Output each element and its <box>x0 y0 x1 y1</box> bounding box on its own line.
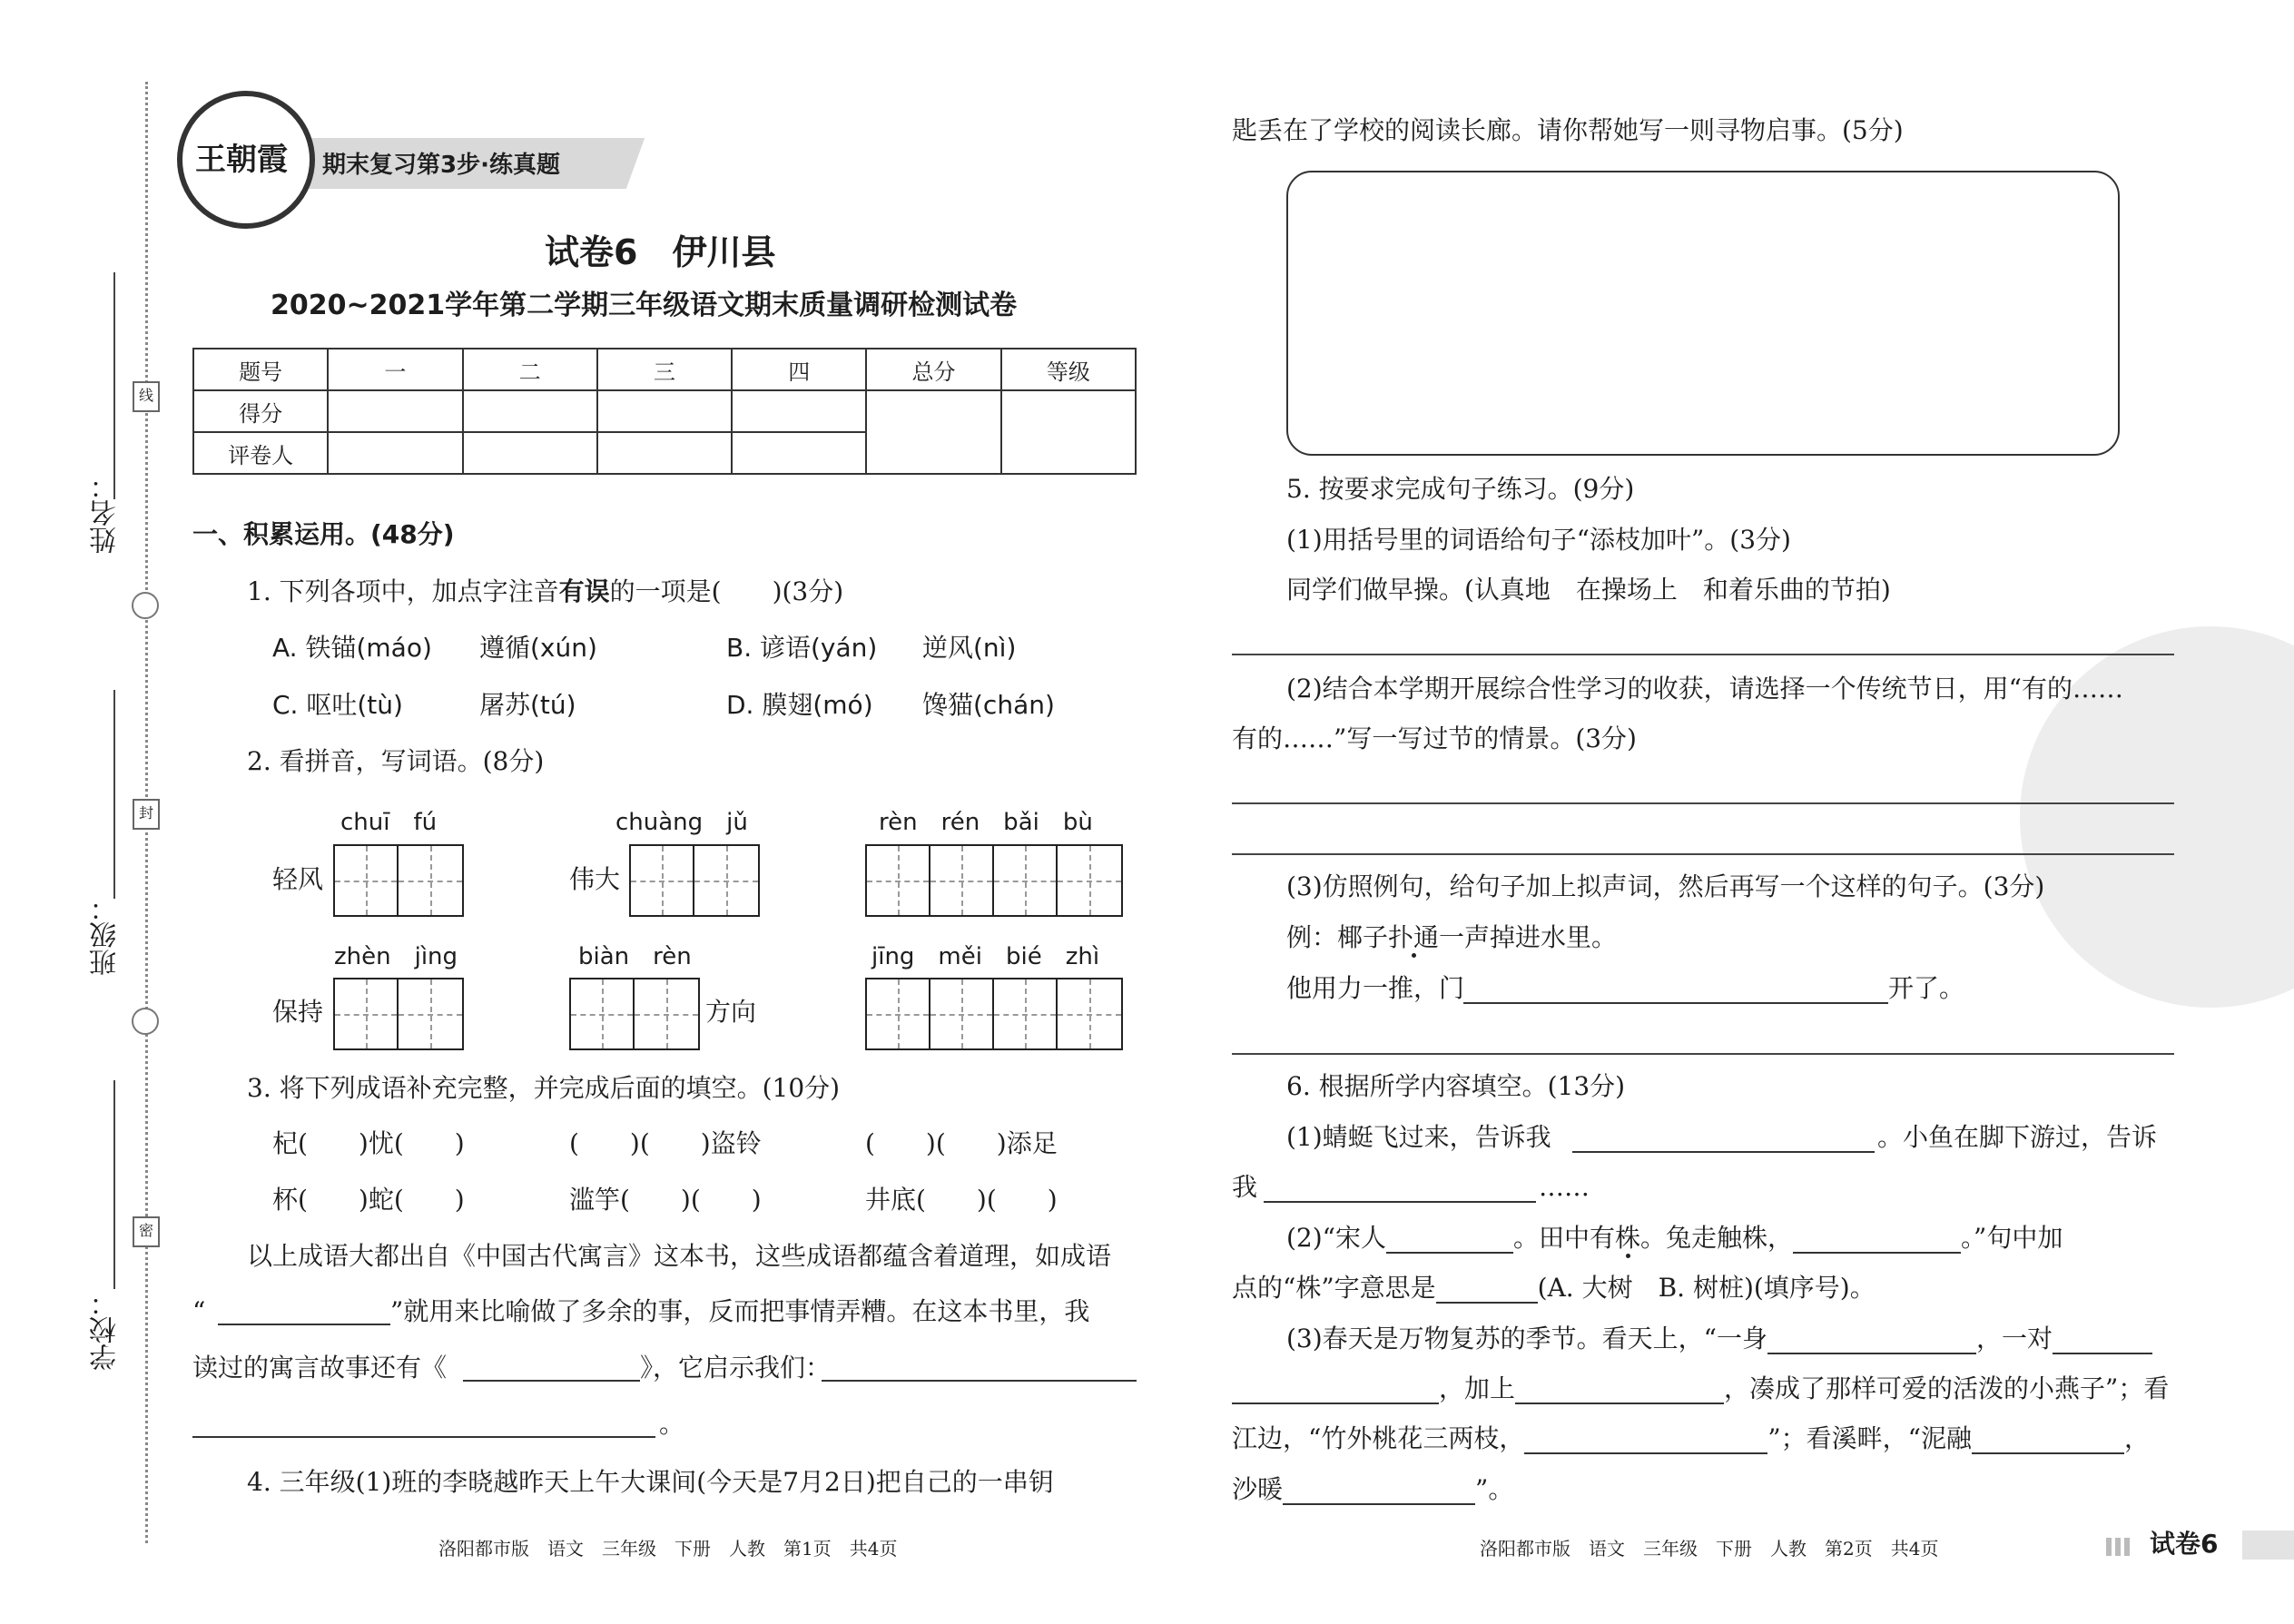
answer-line[interactable] <box>1436 1278 1538 1304</box>
q1-option: 遵循(xún) <box>479 633 597 663</box>
answer-line[interactable] <box>1283 1480 1475 1505</box>
pinyin-label: jīng měi bié zhì <box>871 943 1100 970</box>
score-header-cell: 等级 <box>1001 349 1136 390</box>
q1-option[interactable]: C. 呕吐(tù) <box>272 690 403 720</box>
answer-line[interactable] <box>1972 1429 2124 1454</box>
seal-mark-1: 线 <box>133 381 160 412</box>
q5-fill-b: 开了。 <box>1888 973 1965 1003</box>
score-input-cell[interactable] <box>463 390 597 432</box>
name-label: 姓名： <box>90 472 122 554</box>
answer-line[interactable] <box>1524 1429 1767 1454</box>
pinyin-label: rèn rén bǎi bù <box>879 809 1093 836</box>
q6-text: ，加上 <box>1439 1373 1516 1403</box>
answer-line[interactable] <box>1793 1228 1961 1254</box>
idiom-blank[interactable]: 井底( )( ) <box>865 1185 1058 1215</box>
school-label: 学校： <box>90 1289 122 1371</box>
school-line <box>113 1080 115 1289</box>
grader-input-cell[interactable] <box>597 432 732 474</box>
q1-option: 逆风(nì) <box>922 633 1017 663</box>
page-subtitle: 2020~2021学年第二学期三年级语文期末质量调研检测试卷 <box>271 290 1018 321</box>
q3-prompt: 3. 将下列成语补充完整，并完成后面的填空。(10分) <box>247 1073 841 1103</box>
q6-text: (A. 大树 B. 树桩)(填序号)。 <box>1537 1273 1876 1303</box>
q6-text: (3)春天是万物复苏的季节。看天上，“一身 <box>1286 1324 1767 1353</box>
q6-text: ， <box>2123 1423 2150 1453</box>
q4-prompt-cont: 匙丢在了学校的阅读长廊。请你帮她写一则寻物启事。(5分) <box>1232 115 1904 145</box>
q6-text: …… <box>1539 1172 1590 1202</box>
q6-text: ，凑成了那样可爱的活泼的小燕子”；看 <box>1724 1373 2170 1403</box>
q6-line5 <box>1286 1324 2152 1354</box>
q6-dotted-char: 株 <box>1615 1223 1641 1253</box>
score-input-cell[interactable] <box>732 390 866 432</box>
q3-paragraph: 》，它启示我们： <box>640 1353 832 1383</box>
score-header-cell: 四 <box>732 349 866 390</box>
grader-input-cell[interactable] <box>732 432 866 474</box>
q6-text: ，一对 <box>1975 1324 2053 1353</box>
writing-grid[interactable] <box>865 978 1123 1050</box>
q3-quote-open: “ <box>192 1296 206 1326</box>
q6-line8 <box>1232 1474 1513 1505</box>
q5-sentence: 同学们做早操。(认真地 在操场上 和着乐曲的节拍) <box>1286 575 1891 605</box>
word-prefix: 轻风 <box>272 864 324 894</box>
footer-right: 洛阳都市版 语文 三年级 下册 人教 第2页 共4页 <box>1480 1538 1939 1560</box>
q1-option[interactable]: B. 谚语(yán) <box>726 633 878 663</box>
seal-mark-3: 密 <box>133 1216 160 1247</box>
grader-input-cell[interactable] <box>463 432 597 474</box>
q6-text: ”；看溪畔，“泥融 <box>1767 1423 1972 1453</box>
score-row-label: 得分 <box>193 390 328 432</box>
footer-dashes <box>2106 1538 2132 1556</box>
q5-prompt: 5. 按要求完成句子练习。(9分) <box>1286 474 1635 504</box>
footer-tab-bar <box>2242 1530 2294 1560</box>
q5-sub: (2)结合本学期开展综合性学习的收获，请选择一个传统节日，用“有的…… <box>1286 674 2123 704</box>
q6-text: (1)蜻蜓飞过来，告诉我 <box>1286 1122 1551 1152</box>
answer-line[interactable] <box>822 1380 1137 1382</box>
pinyin-label: biàn rèn <box>578 943 692 970</box>
score-header-cell: 题号 <box>193 349 328 390</box>
q2-prompt: 2. 看拼音，写词语。(8分) <box>247 746 545 776</box>
name-line <box>113 272 115 499</box>
q6-line3 <box>1286 1223 2063 1254</box>
idiom-blank[interactable]: 杞( )忧( ) <box>272 1128 465 1158</box>
q6-prompt: 6. 根据所学内容填空。(13分) <box>1286 1071 1626 1101</box>
q5-sub: (1)用括号里的词语给句子“添枝加叶”。(3分) <box>1286 525 1791 555</box>
answer-line[interactable] <box>1232 1379 1439 1404</box>
q6-text: 沙暖 <box>1232 1474 1284 1504</box>
answer-line[interactable] <box>1767 1329 1976 1354</box>
class-line <box>113 690 115 899</box>
q5-sub: (3)仿照例句，给句子加上拟声词，然后再写一个这样的句子。(3分) <box>1286 871 2045 901</box>
grade-cell[interactable] <box>1001 390 1136 474</box>
q6-text: 。兔走触株， <box>1640 1223 1794 1253</box>
pinyin-label: zhèn jìng <box>334 943 458 970</box>
q3-paragraph: ”就用来比喻做了多余的事，反而把事情弄糟。在这本书里，我 <box>390 1296 1090 1326</box>
idiom-blank[interactable]: 滥竽( )( ) <box>569 1185 762 1215</box>
example-text: 一声 <box>1439 922 1491 952</box>
q3-paragraph: 读过的寓言故事还有《 <box>192 1353 448 1383</box>
writing-grid[interactable] <box>333 978 464 1050</box>
q1-text-c: 的一项是( )(3分) <box>609 576 844 606</box>
q1-option: 馋猫(chán) <box>922 690 1055 720</box>
q1-text-a: 1. 下列各项中，加点字注音 <box>247 576 559 606</box>
q1-prompt <box>247 576 843 607</box>
word-suffix: 方向 <box>705 997 757 1027</box>
q3-paragraph: 以上成语大都出自《中国古代寓言》这本书，这些成语都蕴含着道理，如成语 <box>247 1241 1112 1271</box>
footer-left: 洛阳都市版 语文 三年级 下册 人教 第1页 共4页 <box>438 1538 898 1560</box>
q1-option: 屠苏(tú) <box>479 690 576 720</box>
q6-text: 。小鱼在脚下游过，告诉 <box>1877 1122 2158 1152</box>
answer-line[interactable] <box>218 1324 390 1325</box>
q5-sub: 有的……”写一写过节的情景。(3分) <box>1232 723 1637 753</box>
example-text: 例：椰子 <box>1286 922 1389 952</box>
q6-text: 点的“株”字意思是 <box>1232 1273 1436 1303</box>
banner-text: 期末复习第3步·练真题 <box>322 152 560 179</box>
writing-grid[interactable] <box>629 844 760 917</box>
publisher-logo <box>177 91 315 229</box>
score-table <box>192 348 1137 475</box>
answer-line[interactable] <box>463 1380 640 1382</box>
onomatopoeia-dotted: 扑通 <box>1388 922 1440 952</box>
q4-prompt: 4. 三年级(1)班的李晓越昨天上午大课间(今天是7月2日)把自己的一串钥 <box>247 1467 1054 1497</box>
answer-line[interactable] <box>192 1436 655 1438</box>
example-text: 掉进水里。 <box>1490 922 1618 952</box>
score-header-cell: 总分 <box>866 349 1000 390</box>
answer-line[interactable] <box>1463 1002 1888 1004</box>
binding-hole-1 <box>132 592 159 619</box>
section-heading: 一、积累运用。(48分) <box>192 519 455 549</box>
writing-grid[interactable] <box>569 978 700 1050</box>
q6-text: 江边，“竹外桃花三两枝， <box>1232 1423 1525 1453</box>
answer-line[interactable] <box>1515 1379 1724 1404</box>
q1-emphasis: 有误 <box>558 576 610 606</box>
answer-line[interactable] <box>1264 1201 1536 1203</box>
q3-period: 。 <box>659 1409 685 1439</box>
score-header-cell: 三 <box>597 349 732 390</box>
idiom-blank[interactable]: 杯( )蛇( ) <box>272 1185 465 1215</box>
binding-hole-2 <box>132 1008 159 1035</box>
page-title: 试卷6 伊川县 <box>545 232 776 272</box>
idiom-blank[interactable]: ( )( )添足 <box>865 1128 1058 1158</box>
q6-text: 我 <box>1232 1172 1258 1202</box>
answer-line[interactable] <box>1232 1053 2174 1055</box>
score-row-label: 评卷人 <box>193 432 328 474</box>
notice-writing-box[interactable] <box>1286 171 2120 456</box>
q6-text: (2)“宋人 <box>1286 1223 1386 1253</box>
answer-line[interactable] <box>1232 654 2174 655</box>
footer-paper-tab: 试卷6 <box>2150 1529 2219 1559</box>
seal-mark-2: 封 <box>133 799 160 830</box>
logo-text: 王朝霞 <box>195 142 288 178</box>
answer-line[interactable] <box>1572 1151 1875 1153</box>
writing-grid[interactable] <box>333 844 464 917</box>
answer-line[interactable] <box>1386 1228 1513 1254</box>
score-input-cell[interactable] <box>328 390 462 432</box>
pinyin-label: chuī fú <box>340 809 438 836</box>
word-prefix: 伟大 <box>569 864 621 894</box>
answer-line[interactable] <box>2053 1329 2152 1354</box>
score-header-cell: 一 <box>328 349 462 390</box>
q1-option[interactable]: D. 膜翅(mó) <box>726 690 873 720</box>
writing-grid[interactable] <box>865 844 1123 917</box>
q6-text: 。田中有 <box>1512 1223 1615 1253</box>
word-prefix: 保持 <box>272 997 324 1027</box>
q6-line4 <box>1232 1273 1876 1304</box>
answer-line[interactable] <box>1232 853 2174 855</box>
score-header-cell: 二 <box>463 349 597 390</box>
q5-example <box>1286 922 1617 953</box>
q6-line7 <box>1232 1423 2150 1454</box>
total-score-cell[interactable] <box>866 390 1000 474</box>
q6-line6 <box>1232 1373 2169 1404</box>
answer-line[interactable] <box>1232 802 2174 804</box>
q6-text: 。”句中加 <box>1961 1223 2063 1253</box>
idiom-blank[interactable]: ( )( )盗铃 <box>569 1128 762 1158</box>
q1-option[interactable]: A. 铁锚(máo) <box>272 633 432 663</box>
class-label: 班级： <box>90 894 122 976</box>
score-input-cell[interactable] <box>597 390 732 432</box>
q5-fill-a: 他用力一推，门 <box>1286 973 1465 1003</box>
q6-text: ”。 <box>1475 1474 1514 1504</box>
grader-input-cell[interactable] <box>328 432 462 474</box>
pinyin-label: chuàng jǔ <box>615 809 748 836</box>
